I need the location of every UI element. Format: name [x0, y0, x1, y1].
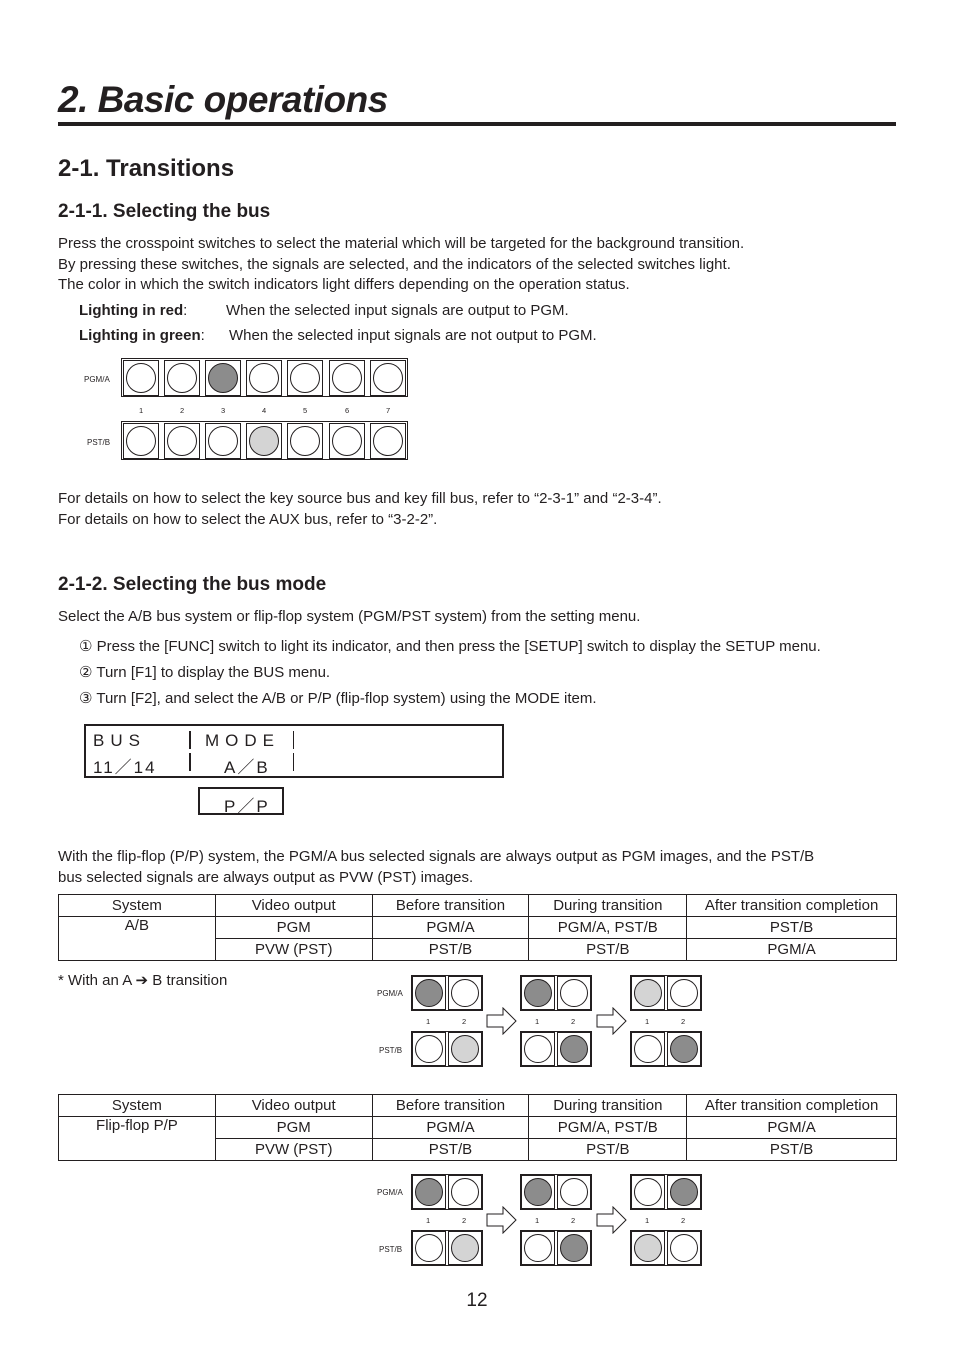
table-header-row: System Video output Before transition During transition After transition completion — [59, 895, 897, 917]
lcd-divider — [293, 731, 294, 749]
switch-number: 1 — [645, 1216, 650, 1225]
right-arrow-icon — [486, 1007, 518, 1035]
pst-b-switch-1[interactable] — [631, 1231, 665, 1265]
chapter-title: 2. Basic operations — [58, 78, 896, 126]
pgm-a-switch-4[interactable] — [246, 360, 282, 396]
page-number: 12 — [466, 1290, 488, 1311]
pgm-a-switch-1[interactable] — [123, 360, 159, 396]
green-lighting-desc: When the selected input signals are not output to PGM. — [229, 327, 597, 344]
table-ab-system — [58, 894, 897, 961]
lcd-display — [84, 724, 504, 778]
switch-number: 7 — [386, 406, 391, 415]
pst-b-switch-1[interactable] — [631, 1032, 665, 1066]
switch-number: 2 — [462, 1216, 467, 1225]
pgm-a-switch-6[interactable] — [329, 360, 365, 396]
switch-number: 2 — [462, 1017, 467, 1026]
switch-number: 1 — [535, 1017, 540, 1026]
right-arrow-icon — [486, 1206, 518, 1234]
pst-b-switch-1[interactable] — [521, 1032, 555, 1066]
pst-b-switch-2[interactable] — [557, 1231, 591, 1265]
switch-number: 2 — [571, 1017, 576, 1026]
pgm-a-label: PGM/A — [377, 1188, 403, 1197]
pgm-a-switch-2[interactable] — [667, 1175, 701, 1209]
switch-number: 1 — [139, 406, 144, 415]
paragraph-bus-mode-intro: Select the A/B bus system or flip-flop system (PGM/PST system) from the setting menu. — [58, 608, 641, 625]
step-2: ② Turn [F1] to display the BUS menu. — [79, 664, 331, 681]
switch-number: 5 — [303, 406, 308, 415]
paragraph-flipflop: With the flip-flop (P/P) system, the PGM/A bus selected signals are always output as PGM images, and the PST/B bus selected signals are always output as PVW (PST) images. — [58, 848, 815, 886]
pgm-a-switch-2[interactable] — [448, 976, 482, 1010]
pgm-a-switch-1[interactable] — [412, 976, 446, 1010]
pst-b-label: PST/B — [87, 438, 111, 447]
switch-number: 2 — [571, 1216, 576, 1225]
paragraph-bus-details: For details on how to select the key source bus and key fill bus, refer to “2-3-1” and “2-3-4”. For details on how to select the AUX bus, refer to “3-2-2”. — [58, 490, 662, 528]
section-title: 2-1. Transitions — [58, 155, 235, 182]
table-row: A/B PGM PGM/A PGM/A, PST/B PST/B — [59, 917, 897, 939]
lcd-divider — [189, 753, 191, 771]
table-row: PVW (PST) PST/B PST/B PST/B — [59, 1139, 897, 1161]
pst-b-switch-1[interactable] — [521, 1231, 555, 1265]
pgm-a-label: PGM/A — [377, 989, 403, 998]
paragraph-bus-intro: Press the crosspoint switches to select the material which will be targeted for the background transition. By pressing these switches, the signals are selected, and the indicators of the selected switches light. The color in which the switch indicators light differs depending on the operation status. — [58, 235, 745, 293]
switch-number: 6 — [345, 406, 350, 415]
switch-number: 1 — [645, 1017, 650, 1026]
pgm-a-switch-1[interactable] — [521, 976, 555, 1010]
pgm-a-switch-2[interactable] — [164, 360, 200, 396]
pst-b-switch-7[interactable] — [370, 423, 406, 459]
table-header-row: System Video output Before transition During transition After transition completion — [59, 1095, 897, 1117]
pst-b-switch-1[interactable] — [412, 1032, 446, 1066]
lcd-divider — [293, 753, 294, 771]
pgm-a-switch-3-lit-red[interactable] — [205, 360, 241, 396]
switch-number: 2 — [681, 1017, 686, 1026]
switch-number: 1 — [426, 1017, 431, 1026]
pgm-a-switch-1[interactable] — [521, 1175, 555, 1209]
subsection-title-bus-mode: 2-1-2. Selecting the bus mode — [58, 574, 327, 595]
lcd-divider — [189, 731, 191, 749]
pst-b-switch-2[interactable] — [557, 1032, 591, 1066]
pst-b-switch-2[interactable] — [667, 1032, 701, 1066]
switch-number: 3 — [221, 406, 226, 415]
pst-b-label: PST/B — [379, 1046, 403, 1055]
switch-number: 2 — [180, 406, 185, 415]
pgm-a-switch-1[interactable] — [631, 1175, 665, 1209]
step-1: ① Press the [FUNC] switch to light its indicator, and then press the [SETUP] switch to display the SETUP menu. — [79, 638, 821, 655]
green-lighting-row: Lighting in green: — [79, 327, 205, 344]
pst-b-switch-3[interactable] — [205, 423, 241, 459]
pst-b-label: PST/B — [379, 1245, 403, 1254]
pgm-a-switch-5[interactable] — [287, 360, 323, 396]
table-row: PVW (PST) PST/B PST/B PGM/A — [59, 939, 897, 961]
pgm-a-switch-7[interactable] — [370, 360, 406, 396]
step-3: ③ Turn [F2], and select the A/B or P/P (flip-flop system) using the MODE item. — [79, 690, 597, 707]
lcd-page-value: 11／14 — [93, 758, 157, 777]
pst-b-switch-2[interactable] — [164, 423, 200, 459]
pst-b-switch-6[interactable] — [329, 423, 365, 459]
pst-b-switch-2[interactable] — [667, 1231, 701, 1265]
lcd-option-value: P／P — [224, 797, 270, 816]
lcd-bus-label: BUS — [93, 731, 146, 750]
pgm-a-switch-2[interactable] — [448, 1175, 482, 1209]
switch-number: 4 — [262, 406, 267, 415]
pgm-a-switch-1[interactable] — [412, 1175, 446, 1209]
pgm-a-label: PGM/A — [84, 375, 110, 384]
right-arrow-icon — [596, 1007, 628, 1035]
lcd-mode-value: A／B — [224, 758, 270, 777]
lcd-mode-label: MODE — [205, 731, 280, 750]
pst-b-switch-1[interactable] — [123, 423, 159, 459]
red-lighting-row: Lighting in red: — [79, 302, 188, 319]
pgm-a-switch-2[interactable] — [557, 976, 591, 1010]
pst-b-switch-2[interactable] — [448, 1032, 482, 1066]
pgm-a-switch-2[interactable] — [667, 976, 701, 1010]
table-row: Flip-flop P/P PGM PGM/A PGM/A, PST/B PGM/A — [59, 1117, 897, 1139]
pst-b-switch-1[interactable] — [412, 1231, 446, 1265]
lcd-option-box — [198, 787, 284, 815]
pgm-a-switch-1[interactable] — [631, 976, 665, 1010]
footnote-ab-transition: * With an A ➔ B transition — [58, 972, 228, 989]
switch-number: 1 — [426, 1216, 431, 1225]
right-arrow-icon — [596, 1206, 628, 1234]
pst-b-switch-5[interactable] — [287, 423, 323, 459]
switch-number: 2 — [681, 1216, 686, 1225]
pst-b-switch-4-lit-green[interactable] — [246, 423, 282, 459]
pgm-a-switch-2[interactable] — [557, 1175, 591, 1209]
subsection-title-selecting-bus: 2-1-1. Selecting the bus — [58, 201, 271, 222]
pst-b-switch-2[interactable] — [448, 1231, 482, 1265]
red-lighting-desc: When the selected input signals are output to PGM. — [226, 302, 569, 319]
table-flipflop-system — [58, 1094, 897, 1161]
switch-number: 1 — [535, 1216, 540, 1225]
